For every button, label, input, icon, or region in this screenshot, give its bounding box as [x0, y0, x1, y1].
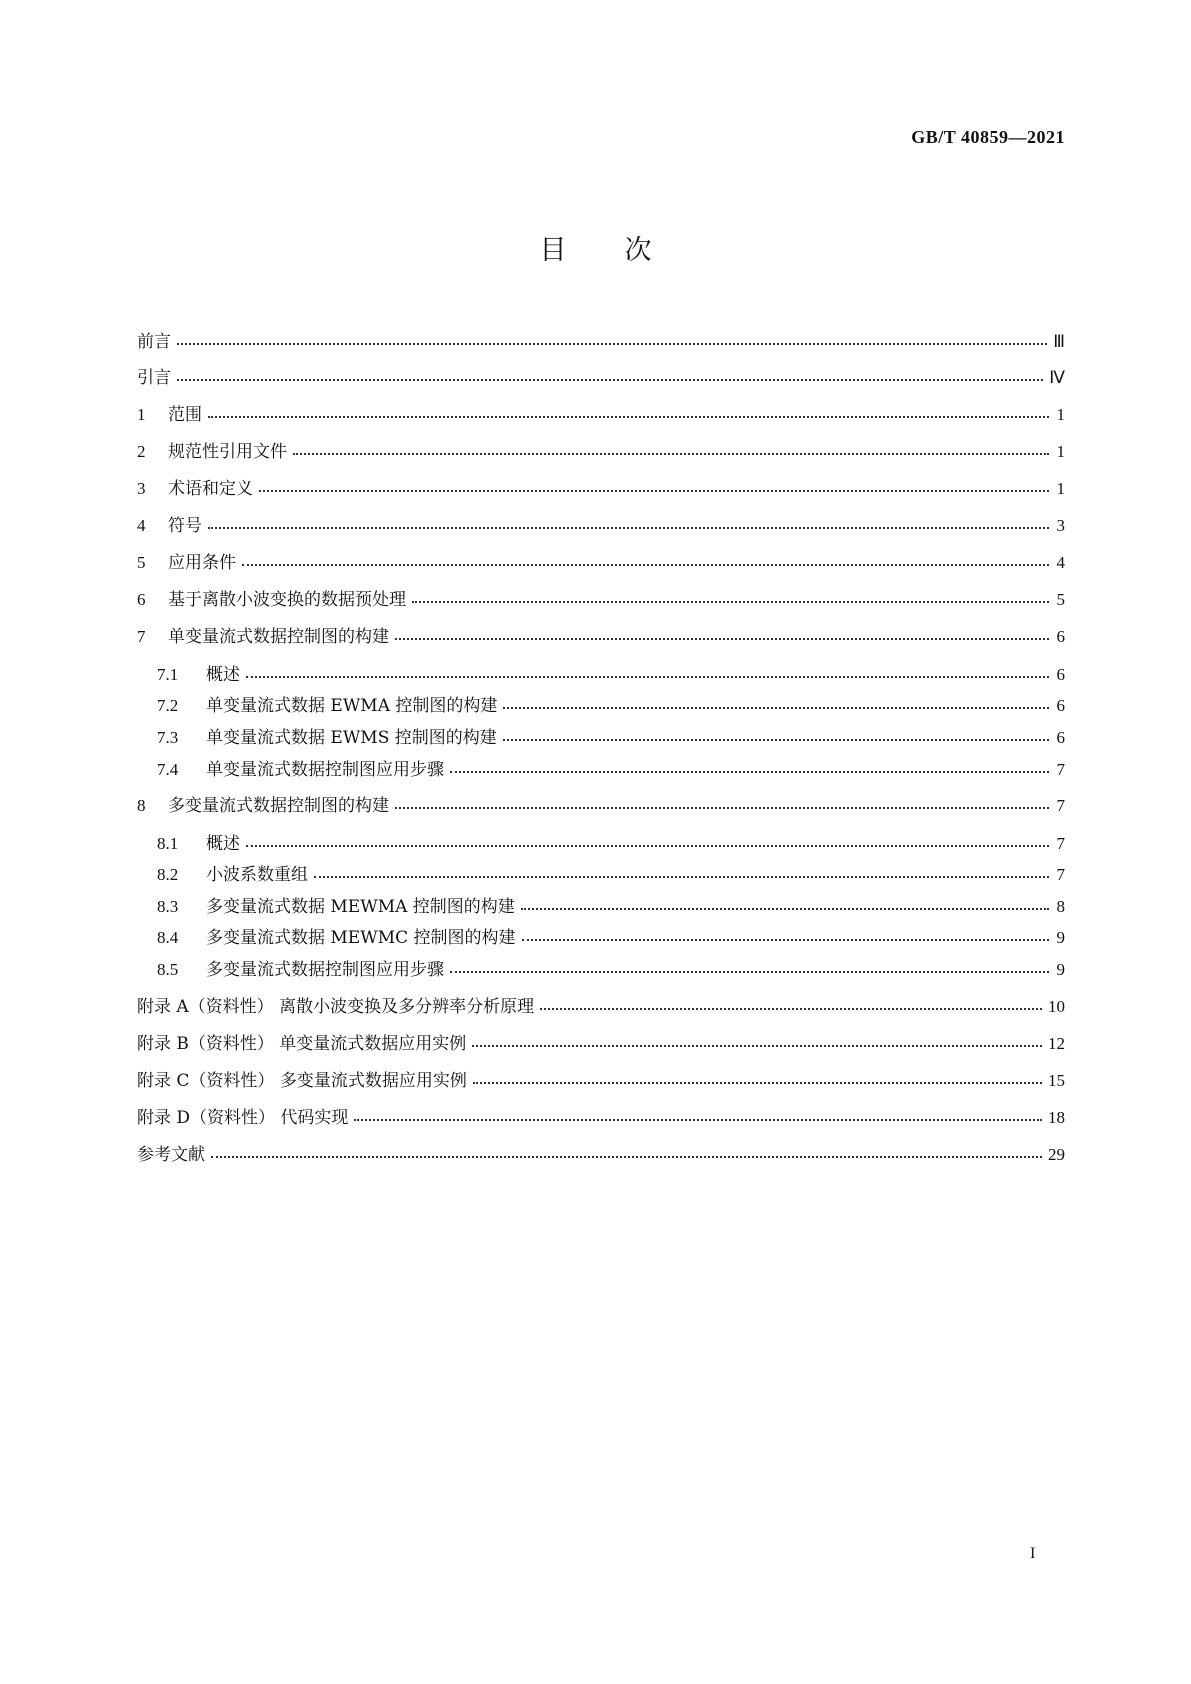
toc-entry-title: 参考文献: [137, 1145, 205, 1165]
toc-entry-page: 10: [1048, 997, 1065, 1016]
toc-entry[interactable]: [137, 515, 1065, 537]
toc-entry-number: 8.1: [157, 834, 179, 853]
toc-entry[interactable]: [137, 404, 1065, 426]
toc-entry-title: 单变量流式数据控制图的构建: [168, 627, 389, 647]
dot-leader: [450, 961, 1049, 975]
toc-entry-title: 概述: [206, 665, 240, 685]
toc-entry-title: 基于离散小波变换的数据预处理: [168, 590, 406, 610]
toc-entry-title: 术语和定义: [168, 479, 253, 499]
toc-entry-page: 9: [1056, 960, 1065, 979]
dot-leader: [473, 1072, 1042, 1086]
toc-entry[interactable]: [157, 959, 1065, 981]
dot-leader: [450, 761, 1049, 775]
toc-entry-number: 8.2: [157, 865, 179, 884]
toc-entry-number: 7.2: [157, 696, 179, 715]
toc-entry-number: 1: [137, 405, 146, 424]
toc-entry[interactable]: [157, 864, 1065, 886]
toc-entry-title: 符号: [168, 516, 202, 536]
toc-entry[interactable]: [137, 1033, 1065, 1055]
toc-entry-number: 2: [137, 442, 146, 461]
toc-entry-page: 8: [1056, 897, 1065, 916]
toc-entry-page: 15: [1048, 1071, 1065, 1090]
toc-entry[interactable]: [137, 589, 1065, 611]
toc-entry-page: 7: [1056, 834, 1065, 853]
dot-leader: [177, 333, 1047, 347]
toc-entry-page: 7: [1056, 796, 1065, 815]
toc-entry-page: 1: [1056, 442, 1065, 461]
toc-entry-number: 5: [137, 553, 146, 572]
toc-entry-page: 6: [1056, 627, 1065, 646]
toc-entry-page: 18: [1048, 1108, 1065, 1127]
toc-entry[interactable]: [137, 331, 1065, 353]
toc-entry-title: 引言: [137, 368, 171, 388]
toc-entry[interactable]: [137, 795, 1065, 817]
toc-entry-number: 6: [137, 590, 146, 609]
page-number: I: [1030, 1545, 1036, 1562]
dot-leader: [314, 866, 1049, 880]
toc-entry-number: 7: [137, 627, 146, 646]
toc-entry-page: 5: [1056, 590, 1065, 609]
toc-entry-title: 附录 B（资料性） 单变量流式数据应用实例: [137, 1034, 467, 1054]
dot-leader: [246, 666, 1049, 680]
toc-entry-page: 1: [1056, 405, 1065, 424]
dot-leader: [354, 1109, 1042, 1123]
toc-entry-title: 单变量流式数据 EWMA 控制图的构建: [206, 696, 498, 716]
dot-leader: [395, 628, 1049, 642]
toc-entry-title: 概述: [206, 834, 240, 854]
toc-entry-number: 8: [137, 796, 146, 815]
toc-entry-title: 多变量流式数据控制图的构建: [168, 796, 389, 816]
toc-entry-number: 8.3: [157, 897, 179, 916]
toc-entry-title: 单变量流式数据控制图应用步骤: [206, 760, 444, 780]
toc-entry[interactable]: [137, 367, 1065, 389]
toc-entry-page: 9: [1056, 928, 1065, 947]
toc-entry-title: 多变量流式数据 MEWMC 控制图的构建: [206, 928, 516, 948]
toc-entry-number: 4: [137, 516, 146, 535]
dot-leader: [395, 797, 1049, 811]
toc-entry-title: 规范性引用文件: [168, 442, 287, 462]
toc-entry-title: 单变量流式数据 EWMS 控制图的构建: [206, 728, 497, 748]
toc-entry-number: 3: [137, 479, 146, 498]
toc-entry[interactable]: [157, 727, 1065, 749]
toc-entry-page: 29: [1048, 1145, 1065, 1164]
dot-leader: [211, 1146, 1042, 1160]
dot-leader: [540, 998, 1042, 1012]
toc-entry[interactable]: [157, 927, 1065, 949]
dot-leader: [472, 1035, 1042, 1049]
toc-entry-title: 范围: [168, 405, 202, 425]
toc-entry[interactable]: [137, 478, 1065, 500]
toc-entry-page: Ⅳ: [1049, 368, 1065, 387]
toc-entry[interactable]: [157, 759, 1065, 781]
toc-entry-page: 6: [1056, 696, 1065, 715]
toc-entry[interactable]: [157, 664, 1065, 686]
toc-entry-number: 7.4: [157, 760, 179, 779]
dot-leader: [521, 898, 1049, 912]
toc-entry[interactable]: [137, 552, 1065, 574]
dot-leader: [177, 369, 1043, 383]
dot-leader: [208, 406, 1049, 420]
toc-entry-page: 6: [1056, 665, 1065, 684]
toc-entry-page: 7: [1056, 760, 1065, 779]
toc-entry[interactable]: [137, 1107, 1065, 1129]
toc-entry-page: 4: [1056, 553, 1065, 572]
dot-leader: [259, 480, 1049, 494]
toc-entry[interactable]: [137, 1070, 1065, 1092]
toc-entry-page: 12: [1048, 1034, 1065, 1053]
dot-leader: [503, 729, 1049, 743]
toc-entry-number: 7.1: [157, 665, 179, 684]
toc-entry[interactable]: [137, 441, 1065, 463]
toc-entry-page: 1: [1056, 479, 1065, 498]
toc-entry-page: 6: [1056, 728, 1065, 747]
dot-leader: [503, 697, 1049, 711]
toc-entry[interactable]: [157, 833, 1065, 855]
toc-entry[interactable]: [157, 695, 1065, 717]
toc-entry[interactable]: [157, 896, 1065, 918]
dot-leader: [208, 517, 1049, 531]
toc-entry-title: 应用条件: [168, 553, 236, 573]
toc-entry-title: 多变量流式数据 MEWMA 控制图的构建: [206, 897, 515, 917]
dot-leader: [522, 929, 1049, 943]
page-title: 目次: [539, 235, 710, 266]
toc-entry-number: 8.5: [157, 960, 179, 979]
toc-entry-title: 小波系数重组: [206, 865, 308, 885]
toc-entry[interactable]: [137, 1144, 1065, 1166]
toc-entry-number: 7.3: [157, 728, 179, 747]
toc-entry[interactable]: [137, 996, 1065, 1018]
toc-entry-title: 多变量流式数据控制图应用步骤: [206, 960, 444, 980]
toc-entry-page: 7: [1056, 865, 1065, 884]
toc-entry[interactable]: [137, 626, 1065, 648]
dot-leader: [246, 835, 1049, 849]
toc-entry-page: 3: [1056, 516, 1065, 535]
toc-entry-title: 附录 C（资料性） 多变量流式数据应用实例: [137, 1071, 467, 1091]
toc-entry-title: 附录 A（资料性） 离散小波变换及多分辨率分析原理: [137, 997, 535, 1017]
toc-entry-number: 8.4: [157, 928, 179, 947]
toc-entry-page: Ⅲ: [1053, 332, 1065, 351]
standard-number: GB/T 40859—2021: [911, 127, 1065, 147]
toc-entry-title: 附录 D（资料性） 代码实现: [137, 1108, 349, 1128]
dot-leader: [293, 443, 1049, 457]
toc-entry-title: 前言: [137, 332, 171, 352]
dot-leader: [412, 591, 1049, 605]
dot-leader: [242, 554, 1049, 568]
